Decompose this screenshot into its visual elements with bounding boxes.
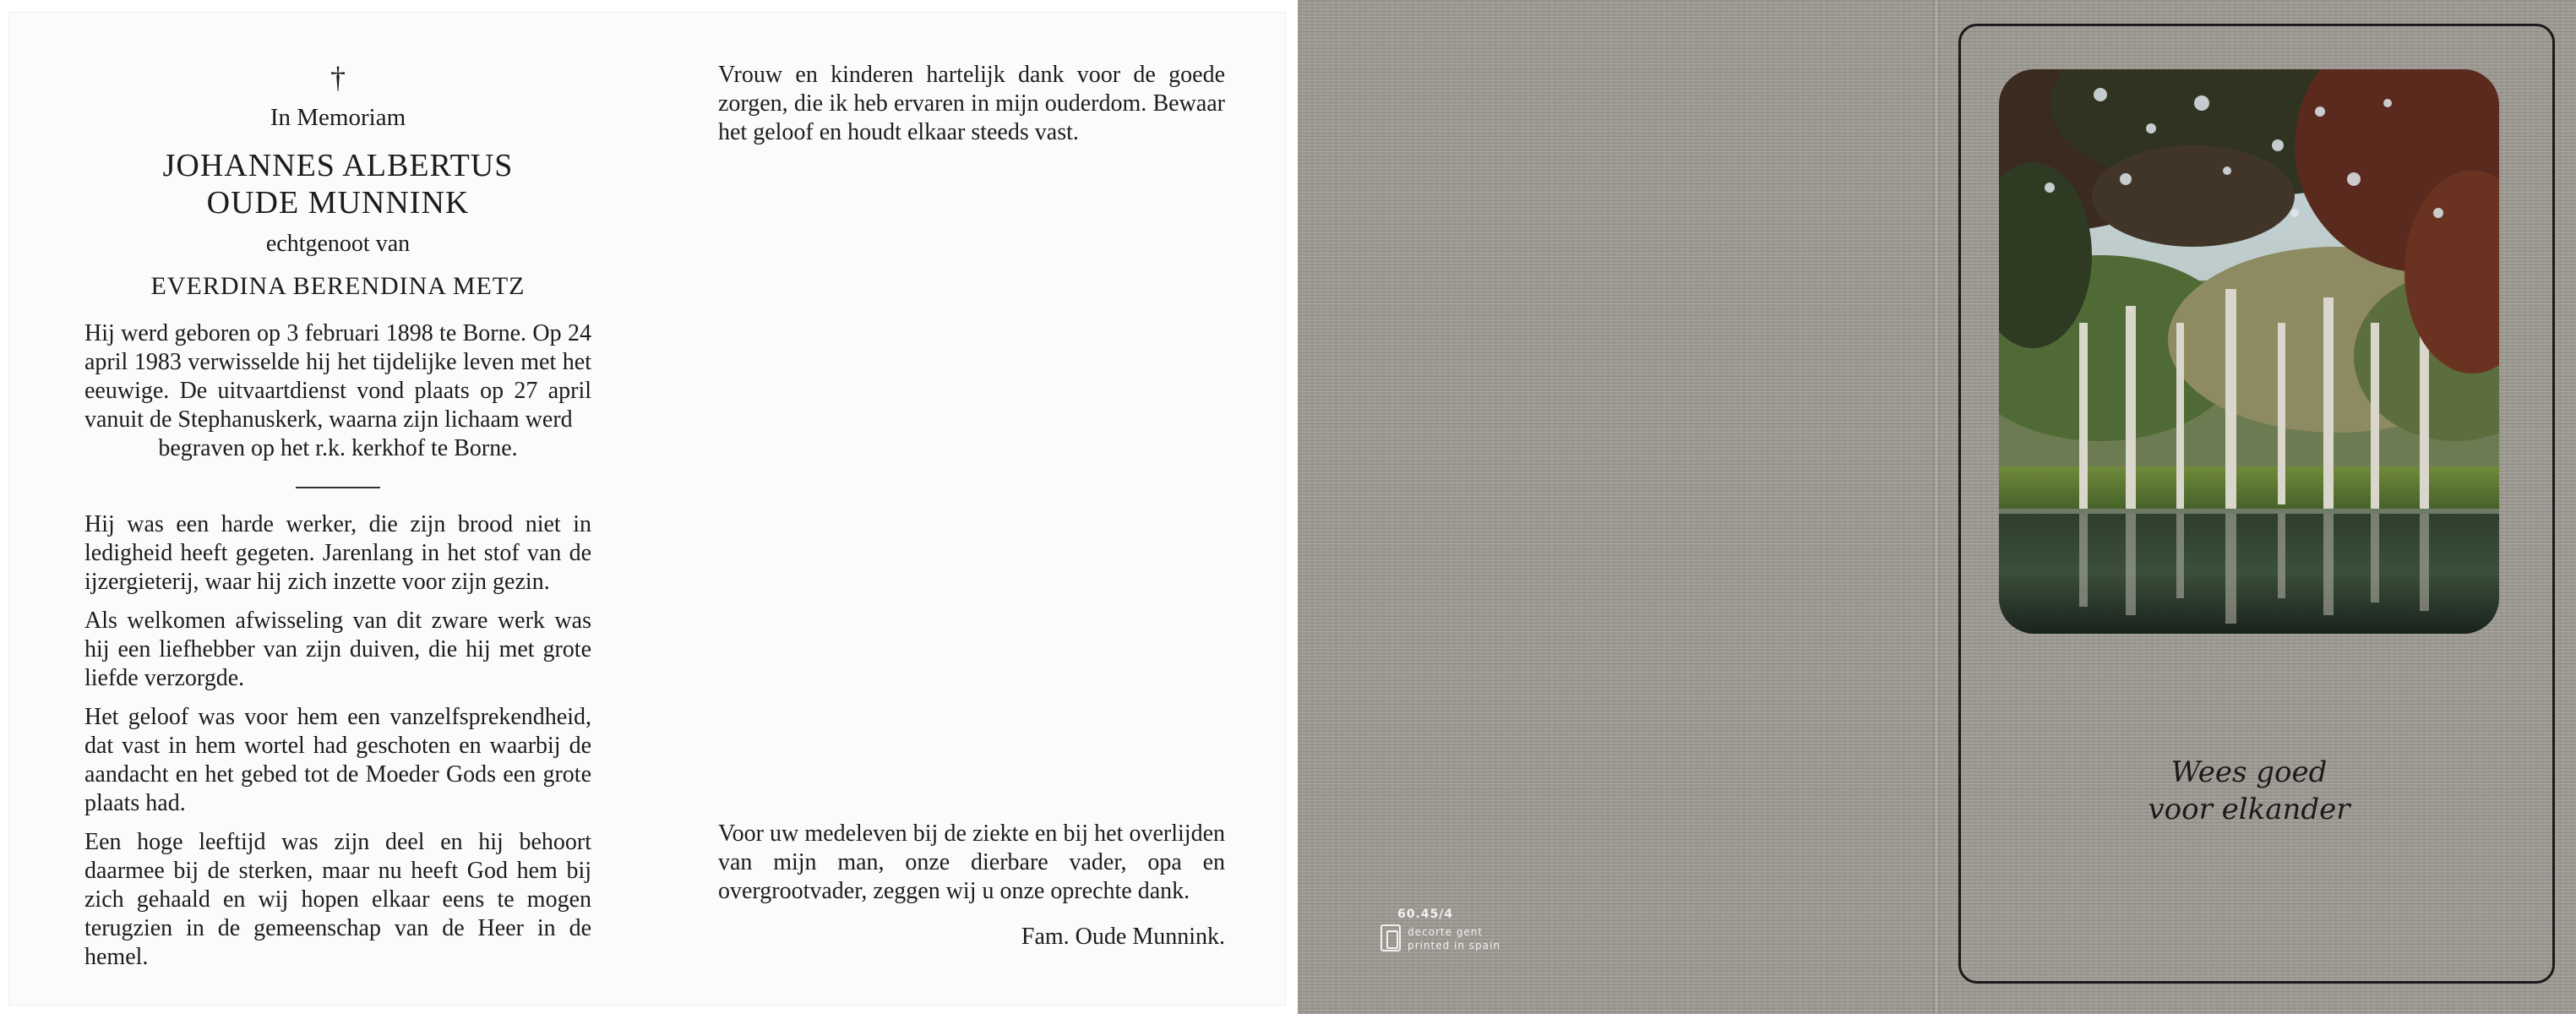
card-fold [1933,0,1940,1014]
cross-icon: † [330,61,346,95]
spouse-of-label: echtgenoot van [265,231,411,257]
motto-line-2: voor elkander [2148,793,2350,826]
motto-line-1: Wees goed [2170,755,2328,789]
spouse-name: EVERDINA BERENDINA METZ [150,272,526,300]
in-memoriam-heading: In Memoriam [270,104,406,131]
cover-motto [1999,754,2499,828]
deceased-name-line-1: JOHANNES ALBERTUS [162,148,514,183]
thanks-block [718,820,1225,951]
memorial-paragraph-1: Hij was een harde werker, die zijn brood niet in ledigheid heeft gegeten. Jarenlang in het stof van de ijzergieterij, waar hij zich inzette voor zijn gezin. [84,511,591,595]
publisher-logo-icon [1381,924,1401,951]
publisher-name: decorte gent [1408,926,1484,938]
memorial-paragraph-3: Het geloof was voor hem een vanzelfsprekendheid, dat vast in hem wortel had geschoten en waarbij de aandacht en het gebed tot de Moeder Gods een grote plaats had. [84,704,591,816]
printed-in-label: printed in spain [1408,940,1500,951]
left-column [84,61,591,972]
memorial-paragraph-2: Als welkomen afwisseling van dit zware werk was hij een liefhebber van zijn duiven, die hij met grote liefde verzorgde. [84,608,591,691]
biography-text: Hij werd geboren op 3 februari 1898 te Borne. Op 24 april 1983 verwisselde hij het tijdelijke leven met het eeuwige. De uitvaartdienst vond plaats op 27 april vanuit de Stephanuskerk, waarna zijn lichaam werd [84,320,591,433]
farewell-quote: Vrouw en kinderen hartelijk dank voor de goede zorgen, die ik heb ervaren in mijn ouderdom. Bewaar het geloof en houdt elkaar steeds vast. [718,62,1225,145]
biography-paragraph [84,319,591,463]
front-cover [1940,0,2576,1014]
biography-last-line: begraven op het r.k. kerkhof te Borne. [158,435,518,461]
park-trees-photo [1999,69,2499,634]
right-column [718,61,1225,950]
family-signature: Fam. Oude Munnink. [1021,924,1225,950]
deceased-name [84,147,591,221]
deceased-name-line-2: OUDE MUNNINK [206,185,470,221]
publisher-code: 60.45/4 [1397,908,1454,921]
back-cover [1298,0,1933,1014]
memorial-paragraph-4: Een hoge leeftijd was zijn deel en hij behoort daarmee bij de sterken, maar nu heeft God hem bij zich gehaald en wij hopen elkaar eens te mogen terugzien in de gemeenschap van de Heer in de hemel. [84,829,591,970]
inner-spread [8,12,1286,1006]
thanks-text: Voor uw medeleven bij de ziekte en bij het overlijden van mijn man, onze dierbare vader, opa en overgrootvader, zeggen wij u onze oprechte dank. [718,820,1225,904]
park-trees-photo-icon [1999,69,2499,634]
divider-rule [296,487,380,488]
cover-spread [1298,0,2576,1014]
publisher-mark [1350,908,1519,958]
